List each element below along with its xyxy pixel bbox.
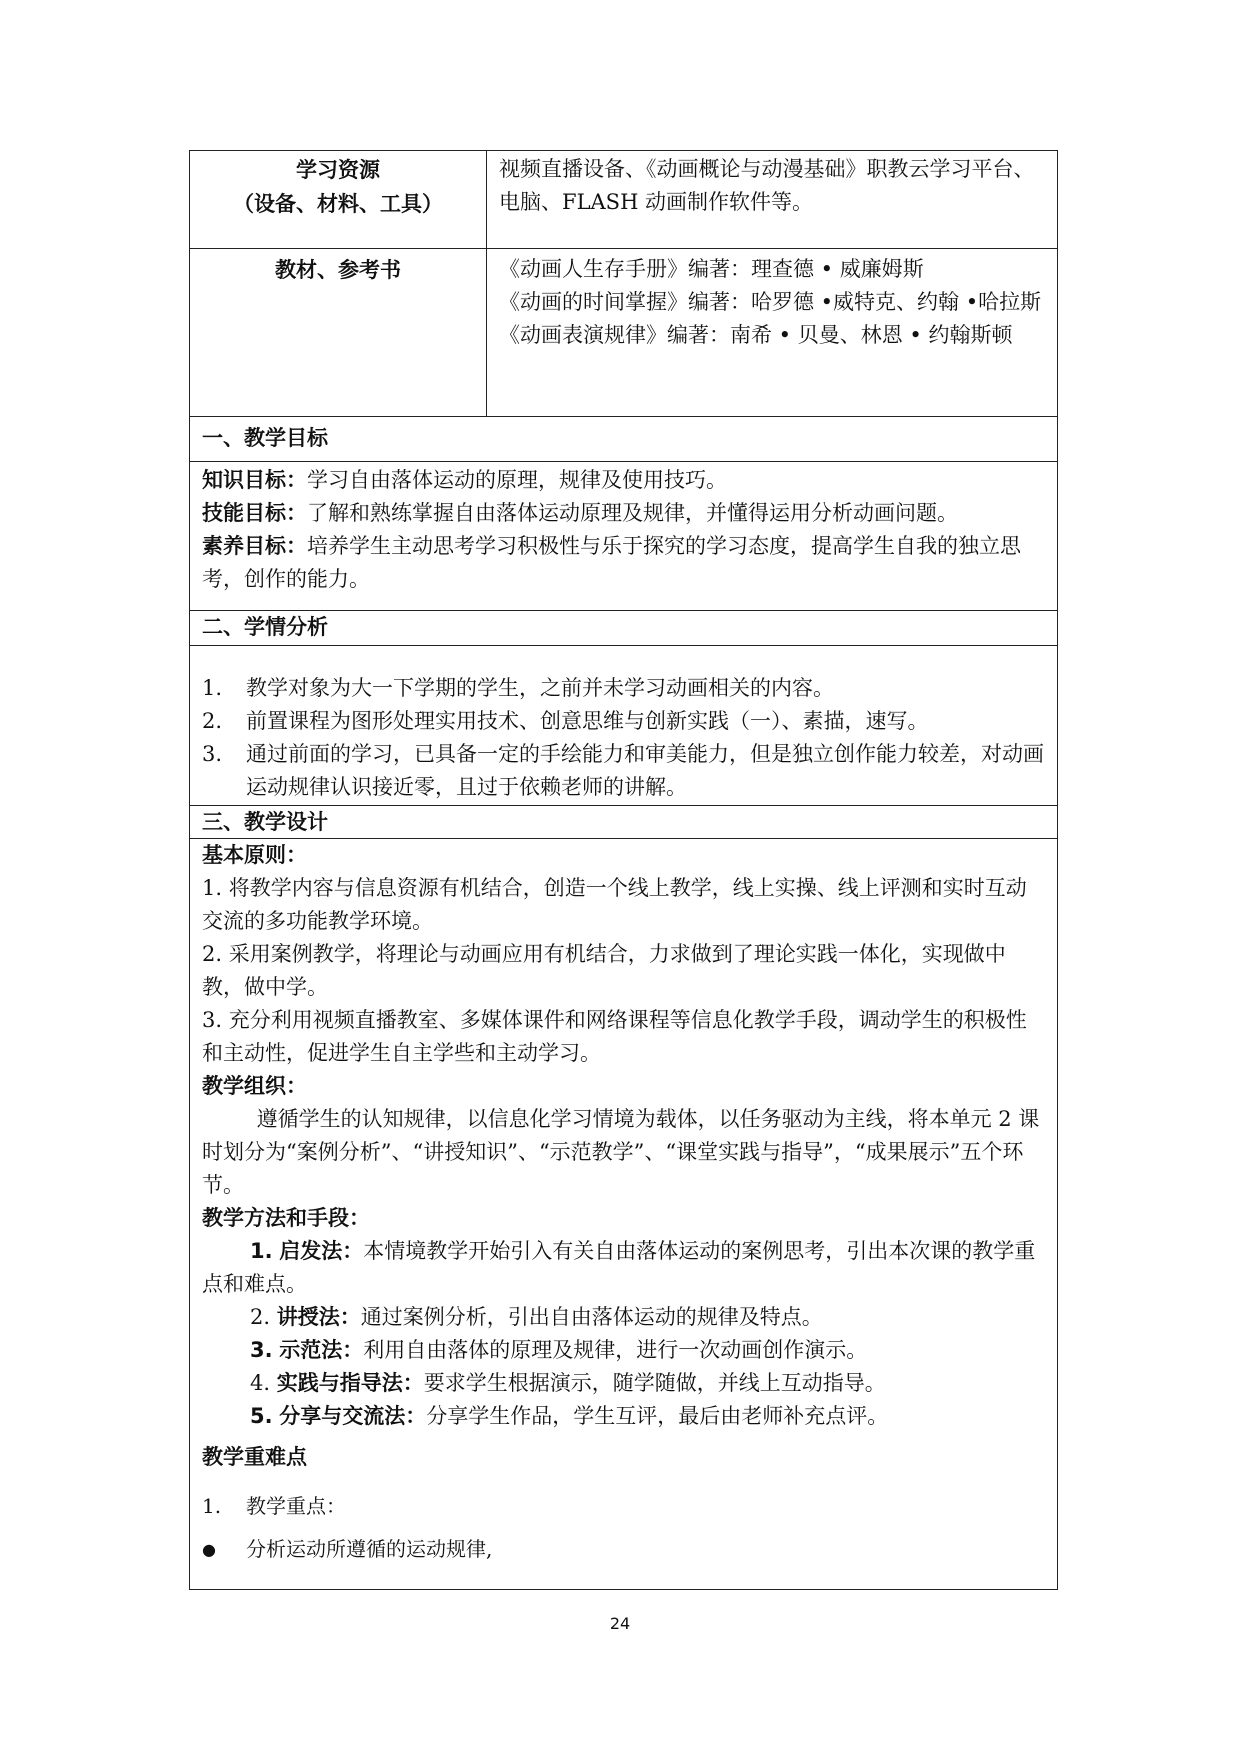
books-label: 教材、参考书 [275, 258, 401, 282]
method-num: 2. [250, 1305, 271, 1329]
literacy-text: 培养学生主动思考学习积极性与乐于探究的学习态度，提高学生自我的独立思考，创作的能力。 [202, 534, 1021, 591]
org-title: 教学组织： [202, 1074, 307, 1098]
analysis-num: 1. [202, 676, 223, 700]
method-text: 本情境教学开始引入有关自由落体运动的案例思考，引出本次课的教学重点和难点。 [202, 1239, 1036, 1296]
analysis-text: 前置课程为图形处理实用技术、创意思维与创新实践（一）、素描，速写。 [246, 709, 929, 733]
resources-row [190, 151, 1057, 249]
method-name: 分享与交流法： [279, 1404, 427, 1428]
method-num: 1. [250, 1239, 273, 1263]
method-text: 要求学生根据演示，随学随做，并线上互动指导。 [423, 1371, 886, 1395]
resources-sublabel: （设备、材料、工具） [233, 192, 443, 216]
method-item [202, 1235, 1045, 1301]
method-text: 通过案例分析，引出自由落体运动的规律及特点。 [360, 1305, 823, 1329]
analysis-item [202, 672, 1045, 705]
skill-objective [202, 497, 1045, 530]
principle-item: 2. 采用案例教学，将理论与动画应用有机结合，力求做到了理论实践一体化，实现做中教，做中学。 [202, 942, 1006, 999]
analysis-text: 教学对象为大一下学期的学生，之前并未学习动画相关的内容。 [246, 676, 834, 700]
section3-header-row [190, 806, 1057, 839]
analysis-item [202, 705, 1045, 738]
key-point-num: 1. [202, 1494, 222, 1518]
method-item [202, 1334, 1045, 1367]
method-text: 分享学生作品，学生互评，最后由老师补充点评。 [426, 1404, 889, 1428]
method-name: 讲授法： [276, 1305, 361, 1329]
key-point-text: 教学重点： [246, 1494, 346, 1518]
section1-header-row [190, 417, 1057, 462]
knowledge-label: 知识目标： [202, 468, 307, 492]
book-2: 《动画的时间掌握》编著：哈罗德 •威特克、约翰 •哈拉斯 [499, 290, 1042, 314]
knowledge-text: 学习自由落体运动的原理，规律及使用技巧。 [307, 468, 727, 492]
skill-text: 了解和熟练掌握自由落体运动原理及规律，并懂得运用分析动画问题。 [307, 501, 958, 525]
book-3: 《动画表演规律》编著：南希 • 贝曼、林恩 • 约翰斯顿 [499, 323, 1013, 347]
analysis-num: 3. [202, 742, 223, 766]
key-point-item [202, 1490, 1045, 1523]
page-number: 24 [609, 1614, 631, 1633]
section2-header-row [190, 611, 1057, 646]
design-body [190, 839, 1057, 1566]
method-item [202, 1301, 1045, 1334]
method-text: 利用自由落体的原理及规律，进行一次动画创作演示。 [363, 1338, 868, 1362]
bullet-text: 分析运动所遵循的运动规律, [246, 1537, 493, 1561]
literacy-objective [202, 530, 1045, 596]
principle-item: 3. 充分利用视频直播教室、多媒体课件和网络课程等信息化教学手段，调动学生的积极性和主动性，促进学生自主学些和主动学习。 [202, 1008, 1027, 1065]
resources-content: 视频直播设备、《动画概论与动漫基础》职教云学习平台、电脑、FLASH 动画制作软件等。 [499, 157, 1035, 214]
method-num: 3. [250, 1338, 273, 1362]
skill-label: 技能目标： [202, 501, 307, 525]
bullet-item [202, 1533, 1045, 1566]
section1-header: 一、教学目标 [202, 426, 328, 450]
analysis-list [190, 646, 1057, 804]
key-difficulty-title: 教学重难点 [202, 1445, 307, 1469]
books-list [487, 249, 1057, 416]
resources-label-cell [190, 151, 487, 248]
books-label-cell [190, 249, 487, 416]
principles-title: 基本原则： [202, 843, 307, 867]
literacy-label: 素养目标： [202, 534, 307, 558]
org-text: 遵循学生的认知规律，以信息化学习情境为载体，以任务驱动为主线，将本单元 2 课时划分为“案例分析”、“讲授知识”、“示范教学”、“课堂实践与指导”，“成果展示”五个环节。 [202, 1107, 1040, 1197]
analysis-item [202, 738, 1045, 804]
lesson-plan-table [189, 150, 1058, 1590]
knowledge-objective [202, 464, 1045, 497]
methods-title: 教学方法和手段： [202, 1206, 370, 1230]
design-row [190, 839, 1057, 1589]
method-name: 示范法： [279, 1338, 364, 1362]
objectives-body [190, 462, 1057, 596]
analysis-num: 2. [202, 709, 223, 733]
method-item [202, 1367, 1045, 1400]
section3-header: 三、教学设计 [202, 810, 328, 834]
books-row [190, 249, 1057, 417]
method-num: 5. [250, 1404, 273, 1428]
method-item [202, 1400, 1045, 1433]
bullet-icon: ● [202, 1540, 216, 1559]
objectives-row [190, 462, 1057, 611]
method-name: 实践与指导法： [276, 1371, 424, 1395]
book-1: 《动画人生存手册》编著：理查德 • 威廉姆斯 [499, 257, 924, 281]
method-name: 启发法： [279, 1239, 364, 1263]
analysis-text: 通过前面的学习，已具备一定的手绘能力和审美能力，但是独立创作能力较差，对动画运动规律认识接近零，且过于依赖老师的讲解。 [246, 742, 1044, 799]
resources-label: 学习资源 [296, 158, 380, 182]
method-num: 4. [250, 1371, 271, 1395]
principle-item: 1. 将教学内容与信息资源有机结合，创造一个线上教学，线上实操、线上评测和实时互动交流的多功能教学环境。 [202, 876, 1027, 933]
section2-header: 二、学情分析 [202, 615, 328, 639]
analysis-row [190, 646, 1057, 806]
